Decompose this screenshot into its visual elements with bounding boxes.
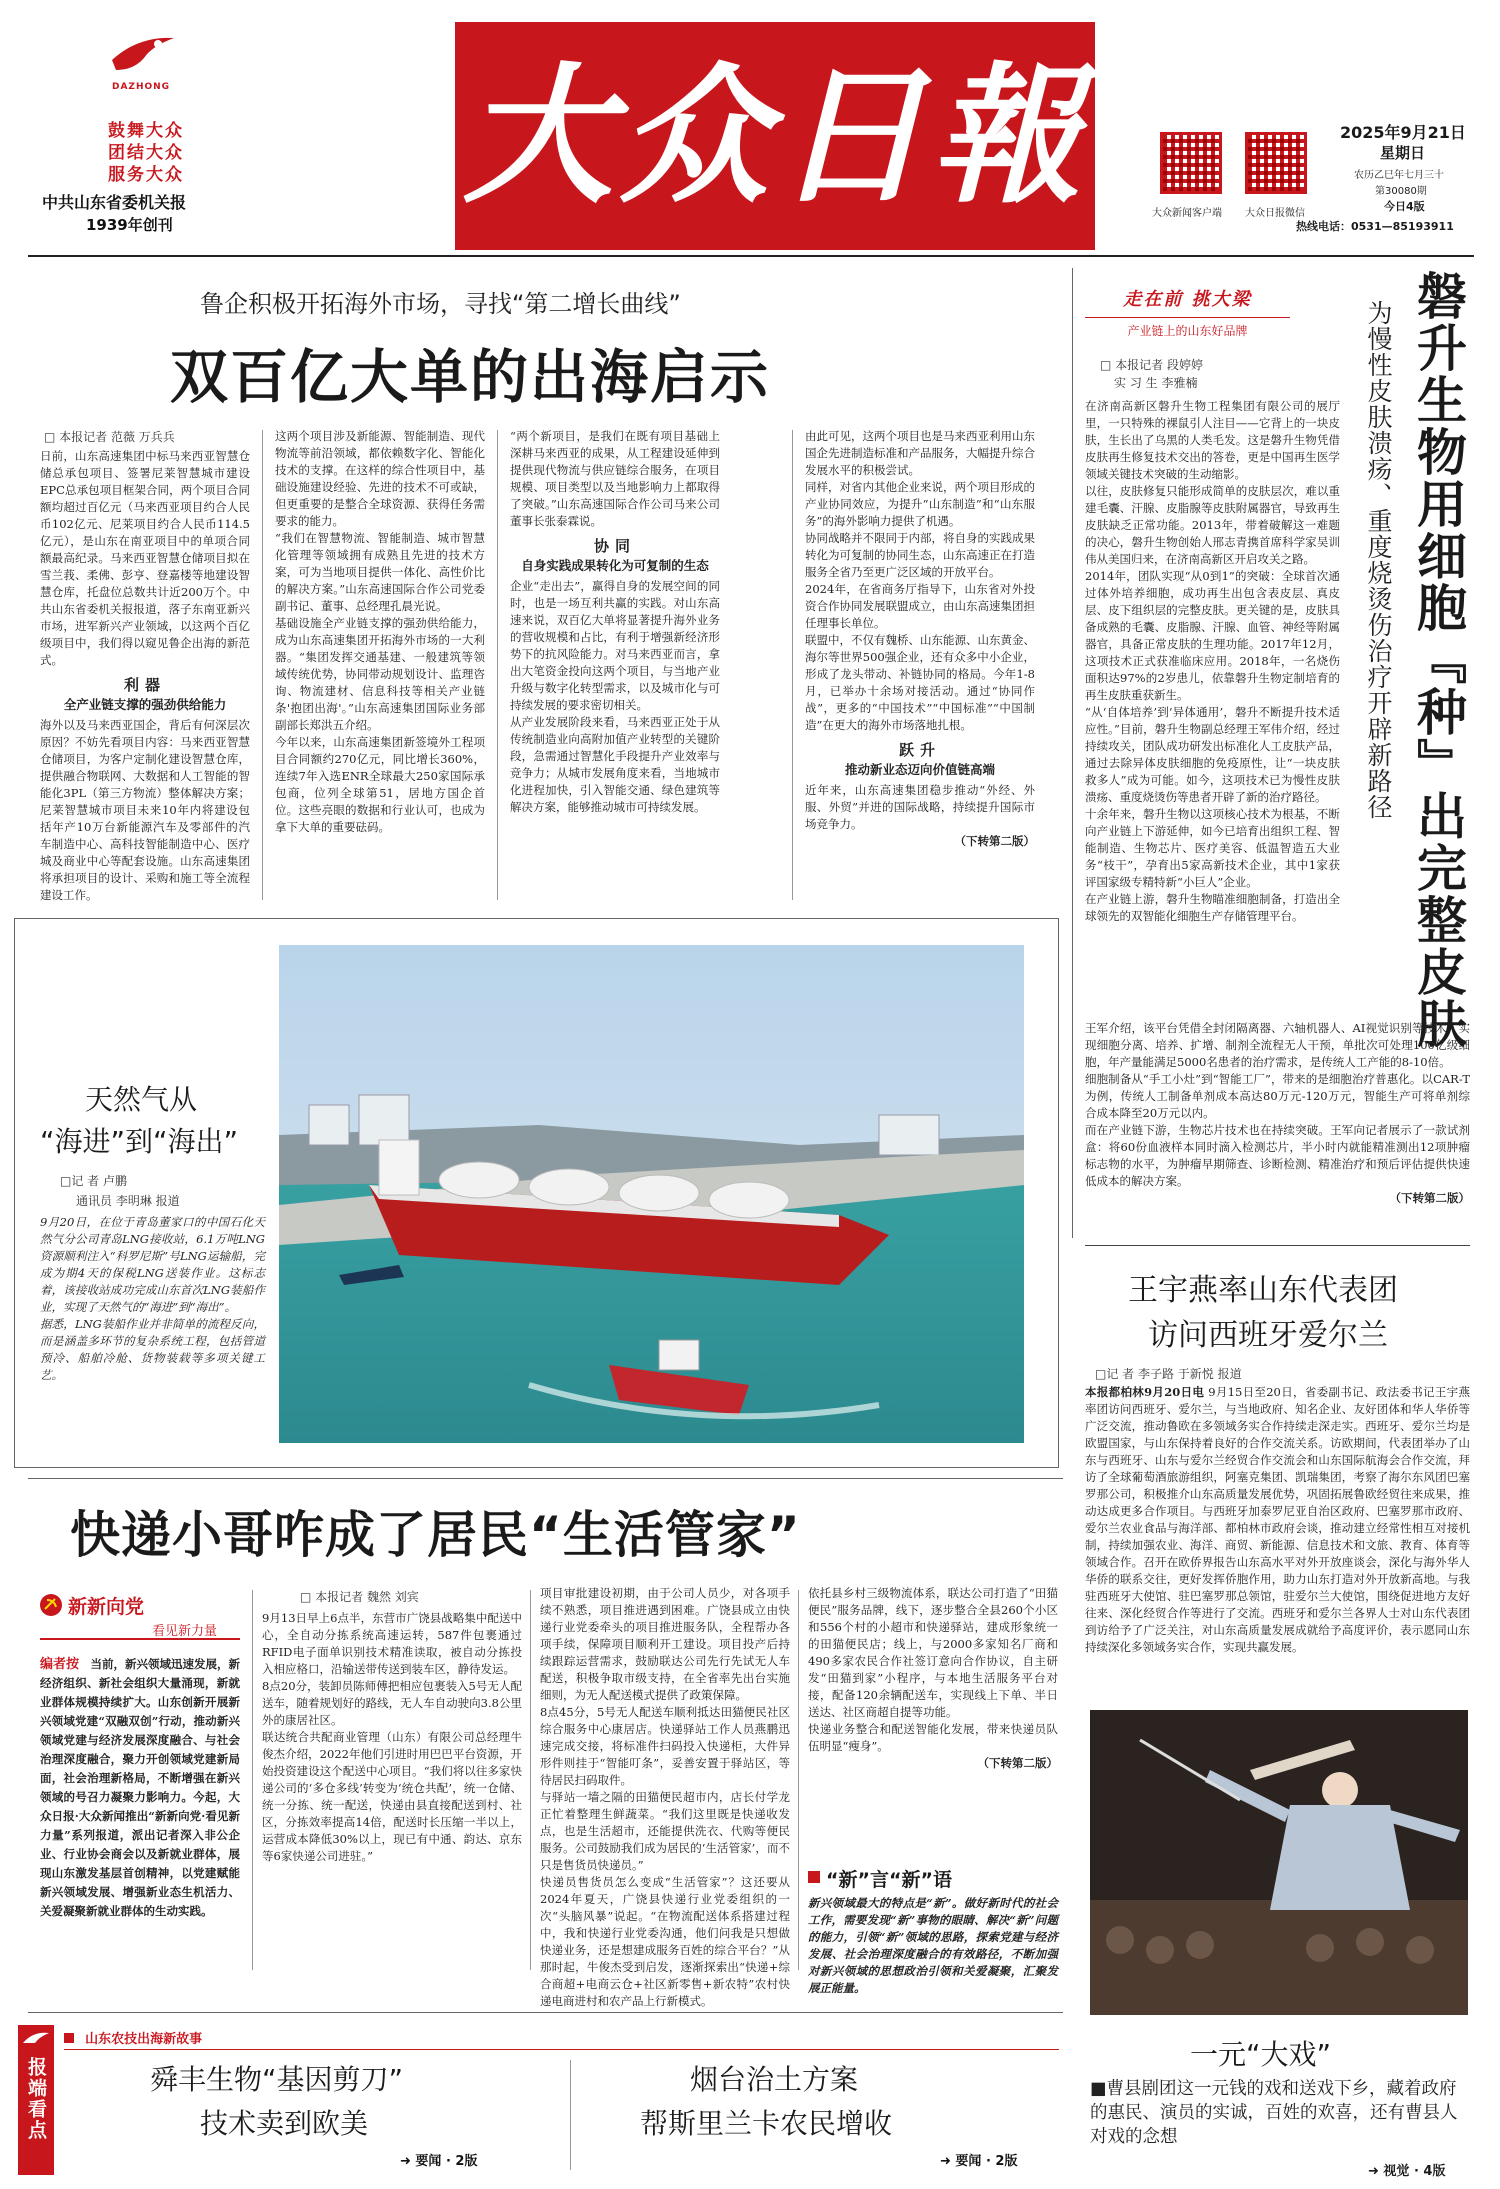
courier-jump: （下转第二版） [977,1756,1058,1770]
delegation-byline: □记 者 李子路 于新悦 报道 [1095,1367,1242,1381]
right-byline-1: □ 本报记者 段婷婷 [1100,358,1203,372]
editor-note: 编者按 当前，新兴领域迅速发展，新经济组织、新社会组织大量涌现，新就业群体规模持续扩大。山东创新开展新兴领域党建“双融双创”行动，推动新兴领域党建与经济发展深度融合、与社会治理深度融合，聚力开创领域党建新局面，社会治理新格局，不断增强在新兴领域的号召力凝聚力影响力。今起，大众日报·大众新闻推出“新新向党·看见新力量”系列报道，派出记者深入非公企业、行业协会商会以及新就业群体，展现山东激发基层首创精神，以党建赋能新兴领域发展、增强新业态生机活力、关爱凝聚新就业群体的生动实践。 [40,1657,241,1918]
issue-weekday: 星期日 [1380,144,1426,162]
opera-title: 一元“大戏” [1190,2038,1332,2071]
opera-photo [1090,1710,1468,2015]
story1-link[interactable]: ➜ 要闻 · 2版 [400,2154,478,2169]
hotline: 热线电话：0531—85193911 [1296,220,1454,233]
masthead [0,0,1500,255]
lead-col-2: 这两个项目涉及新能源、智能制造、现代物流等前沿领域，都依赖数字化、智能化技术的支撑。在这样的综合性项目中，基础设施建设经验、先进的技术不可或缺，但更重要的是整合全球资源、获得任务需要求的能力。 “我们在智慧物流、智能制造、城市智慧化管理等领域拥有成熟且先进的技术方案，可为当地项目提供一体化、高性价比的解决方案。”山东高速国际合作公司党委副书记、董事、总经理孔晨光说。 基础设施全产业链支撑的强劲供给能力，成为山东高速集团开拓海外市场的一大利器。“集团发挥交通基建、一般建筑等领域传统优势，协同带动规划设计、监理咨询、物流建材、信息科技等相关产业链条'抱团出海'。”山东高速集团国际业务部副部长郑洪五介绍。 今年以来，山东高速集团新签境外工程项目合同额约270亿元，同比增长360%，连续7年入选ENR全球最大250家国际承包商，位列全球第51，居地方国企首位。这些亮眼的数据和行业认可，也成为拿下大单的重要砝码。 [275,429,485,834]
issue-lunar: 农历乙巳年七月三十 [1354,170,1444,181]
lead-col-1: 日前，山东高速集团中标马来西亚智慧仓储总承包项目、签署尼莱智慧城市建设EPC总承包项目框架合同，两个项目合同额均超过百亿元（马来西亚项目约合人民币102亿元、尼莱项目约合人民币114.5亿元），是山东在南亚项目中的单项合同额最高纪录。马来西亚智慧仓储项目拟在雪兰莪、柔佛、彭亨、登嘉楼等地建设智慧仓库，托盘位总数共计近200万个。中共山东省委机关报报道，落子东南亚新兴市场，进军新兴产业领域，以这两个百亿级项目中，我们得以窥见鲁企出海的新范式。 利器 全产业链支撑的强劲供给能力 海外以及马来西亚国企，背后有何深层次原因？不妨先看项目内容：马来西亚智慧仓储项目，为客户定制化建设智慧仓库，提供融合物联网、大数据和人工智能的智能化3PL（第三方物流）整体解决方案；尼莱智慧城市项目未来10年内将建设包括年产10万台新能源汽车及零部件的汽车制造中心、高科技智能制造中心、医疗城及商业中心等配套设施。山东高速集团将承担项目的设计、采购和施工等全流程建设工作。 [40,449,250,902]
quote-body: 新兴领域最大的特点是“新”。做好新时代的社会工作，需要发现“新”事物的眼睛、解决“新”问题的能力，引领“新”领域的思路，探索党建与经济发展、社会治理深度融合的有效路径，不断加强对新兴领域的思想政治引领和关爱凝聚，汇聚发展正能量。 [808,1896,1058,1995]
party-emblem-icon [40,1594,62,1616]
qr-app-label: 大众新闻客户端 [1152,208,1222,219]
founded-text: 1939年创刊 [86,216,173,234]
masthead-logo: 大众日報 [462,48,1087,224]
courier-byline: □ 本报记者 魏然 刘宾 [300,1590,419,1604]
quote-title: “新”言“新”语 [826,1869,952,1891]
courier-col-3: 依托县乡村三级物流体系，联达公司打造了“田猫便民”服务品牌，线下，逐步整合全县260个小区和556个村的小超市和快递驿站，建成形象统一的田猫便民店；线上，与2000多家知名厂商和490多家农民合作社签订意向合作协议，自主研发“田猫到家”小程序，与本地生活服务平台对接，配备120余辆配送车，实现线上下单、半日送达、社区商超自提等功能。 快递业务整合和配送智能化发展，带来快递员队伍明显“瘦身”。 （下转第二版） [808,1586,1058,1770]
subhead-xietong: 协同 [593,537,636,555]
brand-small-text: DAZHONG [112,82,171,92]
photo-caption: 9月20日，在位于青岛董家口的中国石化天然气分公司青岛LNG接收站，6.1万吨LNG资源顺利注入“科罗尼斯”号LNG运输船，完成为期4天的保税LNG送装作业。这标志着，该接收站成功完成山东首次LNG装船作业，实现了天然气的“海进”到“海出”。 据悉，LNG装船作业并非简单的流程反向，而是涵盖多环节的复杂系统工程，包括管道预冷、船舶冷舱、货物装载等多项关键工艺。 [40,1215,265,1382]
column-name: 新新向党 [68,1596,145,1618]
story2-line1[interactable]: 烟台治土方案 [690,2063,859,2096]
issue-number: 第30080期 [1375,186,1427,197]
subhead-yuesheng: 跃升 [898,741,941,759]
courier-col-1: 9月13日早上6点半，东营市广饶县战略集中配送中心，全自动分拣系统高速运转，587件包裹通过RFID电子面单识别技术精准读取，被自动分拣投入相应格口，沿输送带传送到装车区，静待发运。 8点20分，装卸员陈师傅把相应包裹装入5号无人配送车，随着规划好的路线，无人车自动驶向3.8公里外的康居社区。 联达统合共配商业管理（山东）有限公司总经理牛俊杰介绍，2022年他们引进时用巴巴平台资源，开始投资建设这个配送中心项目。“我们将以往多家快递公司的‘多仓多线’转变为‘统仓共配’，统一仓储、统一分拣、统一配送，快递由县直接配送到村、社区，分拣效率提高14倍，配送时长压缩一半以上，运营成本降低30%以上，现已有中通、韵达、京东等6家快递公司进驻。” [262,1611,522,1863]
side-label-text: 报端看点 [25,2057,47,2141]
lead-col-4: 由此可见，这两个项目也是马来西亚利用山东国企先进制造标准和产品服务，大幅提升综合发展水平的积极尝试。 同样，对省内其他企业来说，两个项目形成的产业协同效应，为提升“山东制造”和“山东服务”的海外影响力提供了机遇。 协同战略并不限同于内部，将自身的实践成果转化为可复制的协同生态，山东高速正在打造服务全省乃至更广泛区域的开放平台。 2024年，在省商务厅指导下，山东省对外投资合作协同发展联盟成立，由山东高速集团担任理事长单位。 联盟中，不仅有魏桥、山东能源、山东黄金、海尔等世界500强企业，还有众多中小企业，形成了龙头带动、补链协同的格局。今年1-8月，已举办十余场对接活动。通过“协同作战”，更多的“中国技术”“中国标准”“中国制造”在更大的海外市场落地扎根。 跃升 推动新业态迈向价值链高端 近年来，山东高速集团稳步推动“外经、外服、外贸”并进的国际战略，持续提升国际市场竞争力。 （下转第二版） [805,429,1035,848]
masthead-banner [455,22,1095,250]
dazhong-bird-logo-icon [108,30,178,78]
right-subtitle-vertical: 为慢性皮肤溃疡、重度烧烫伤治疗开辟新路径 [1364,300,1393,820]
photo-title-2: “海进”到“海出” [40,1125,239,1158]
lng-ship-photo [279,945,1024,1443]
opera-caption: ■曹县剧团这一元钱的戏和送戏下乡，藏着政府的惠民、演员的实诚，百姓的欢喜，还有曹县人对戏的念想 [1090,2079,1458,2147]
story2-line2[interactable]: 帮斯里兰卡农民增收 [640,2107,893,2140]
bottom-section-label: 山东农技出海新故事 [64,2028,1059,2050]
lead-byline: □ 本报记者 范薇 万兵兵 [44,430,175,444]
slogan-3: 服务大众 [108,165,184,185]
delegation-title-1: 王宇燕率山东代表团 [1128,1273,1398,1308]
story1-line2[interactable]: 技术卖到欧美 [200,2107,369,2140]
courier-col-2: 项目审批建设初期，由于公司人员少，对各项手续不熟悉，项目推进遇到困难。广饶县成立由快递行业党委牵头的项目推进服务队，全程帮办各项手续，保障项目顺利开工建设。项目投产后持续跟踪运营需求，鼓励联达公司先行先试无人车配送，积极争取市级支持，在全省率先出台实施细则，为无人配送模式提供了政策保障。 8点45分，5号无人配送车顺利抵达田猫便民社区综合服务中心康居店。快递驿站工作人员燕鹏迅速完成交接，将标准件扫码投入快递柜，大件异形件则挂于“智能叮条”，妥善安置于驿站区，等待居民扫码取件。 与驿站一墙之隔的田猫便民超市内，店长付学龙正忙着整理生鲜蔬菜。“我们这里既是快递收发点，也是生活超市，还能提供洗衣、代购等便民服务。公司鼓励我们成为居民的‘生活管家’，而不只是售货员快递员。” 快递员售货员怎么变成“生活管家”？这还要从2024年夏天，广饶县快递行业党委组织的一次“头脑风暴”说起。“在物流配送体系搭建过程中，我和快递行业党委沟通，他们问我是只想做快递业务，还是想建成服务百姓的综合平台？”从那时起，牛俊杰受到启发，逐渐探索出“快递+综合商超+电商云仓+社区新零售+新农特”农村快递电商进村和农产品上行新模式。 [540,1586,790,2008]
lead-jump: （下转第二版） [954,834,1035,848]
photo-title-1: 天然气从 [85,1083,198,1116]
opera-link[interactable]: ➜ 视觉 · 4版 [1368,2164,1446,2179]
photo-byline-1: □记 者 卢鹏 [60,1174,127,1188]
organ-text: 中共山东省委机关报 [42,193,187,212]
story1-line1[interactable]: 舜丰生物“基因剪刀” [150,2063,404,2096]
quote-box [808,1865,1058,1995]
qr-code-app[interactable] [1160,132,1222,194]
right-title-vertical: 磐升生物用细胞『种』出完整皮肤 [1409,270,1467,1050]
lead-title: 双百亿大单的出海启示 [170,343,771,411]
issue-date: 2025年9月21日 [1340,123,1466,142]
lead-col-3: “两个新项目，是我们在既有项目基础上深耕马来西亚的成果，从工程建设延伸到提供现代物流与供应链综合服务，在项目规模、项目类型以及当地影响力上都取得了突破。”山东高速国际合作公司马来公司董事长张泰霖说。 协同 自身实践成果转化为可复制的生态 企业“走出去”，赢得自身的发展空间的同时，也是一场互利共赢的实践。对山东高速来说，双百亿大单将显著提升海外业务的营收规模和占比，有利于增强新经济形势下的抗风险能力。对马来西亚而言，拿出大笔资金投向这两个项目，与当地产业升级与数字化转型需求，以及城市化与可持续发展的要求密切相关。 从产业发展阶段来看，马来西亚正处于从传统制造业向高附加值产业转型的关键阶段，急需通过智慧化手段提升产业效率与竞争力；从城市发展角度来看，当地城市化进程加快，引入智能交通、绿色建筑等解决方案，能够推动城市可持续发展。 [510,429,720,814]
dazhong-small-logo-icon [21,2029,51,2049]
right-body-lower: 王军介绍，该平台凭借全封闭隔离器、六轴机器人、AI视觉识别等技术，实现细胞分离、培养、扩增、制剂全流程无人干预，单批次可处理100亿级细胞，年产量能满足5000名患者的治疗需求，是传统人工产能的8-10倍。 细胞制备从“手工小灶”到“智能工厂”，带来的是细胞治疗普惠化。以CAR-T为例，传统人工制备单剂成本高达80万元-120万元，智能生产可将单剂综合成本降至20万元以内。 而在产业链下游，生物芯片技术也在持续突破。王军向记者展示了一款试剂盒：将60份血液样本同时滴入检测芯片，半小时内就能精准测出12项肿瘤标志物的水平，为肿瘤早期筛查、诊断检测、精准治疗和预后评估提供快速低成本的解决方案。 （下转第二版） [1085,1021,1470,1205]
column-sub: 看见新力量 [152,1624,218,1639]
label-main: 走在前 挑大梁 [1123,289,1252,310]
photo-byline-2: 通讯员 李明琳 报道 [76,1194,180,1208]
right-label-box [1085,285,1290,345]
delegation-body: 本报都柏林9月20日电 9月15日至20日，省委副书记、政法委书记王宇燕率团访问西班牙、爱尔兰，与当地政府、知名企业、友好团体和华人华侨等广泛交流，推动鲁欧在多领域务实合作持续走深走实。西班牙、爱尔兰均是欧盟国家，与山东保持着良好的合作交流关系。访欧期间，代表团举办了山东与西班牙、山东与爱尔兰经贸合作交流会和山东国际航海会合作交流，拜访了全球葡萄酒旅游组织，阿塞克集团、凯瑞集团，考察了海尔东风团巴塞罗那公司，积极推介山东高质量发展优势，巩固拓展鲁欧经贸往来成果，推动达成更多合作项目。与西班牙加泰罗尼亚自治区政府、巴塞罗那市政府、爱尔兰农业食品与海洋部、都柏林市政府会谈，推动建立经常性相互对接机制，持续加强农业、海洋、商贸、新能源、信息技术和文旅、教育、体育等领域合作。召开在欧侨界报告山东高水平对外开放座谈会，深化与海外华人华侨的联系交往，更好发挥侨胞作用，助力山东打造对外开放新高地。与我驻西班牙大使馆、驻巴塞罗那总领馆，驻爱尔兰大使馆，围绕促进地方友好往来、深化经贸合作等进行了交流。西班牙和爱尔兰各界人士对山东代表团到访给予了广泛关注，对山东高质量发展成就给予高度评价，表示愿同山东持续深化多领域务实合作，实现共赢发展。 [1085,1385,1470,1654]
issue-pages: 今日4版 [1384,200,1425,213]
qr-wechat-label: 大众日报微信 [1245,208,1305,219]
slogan-1: 鼓舞大众 [108,121,184,141]
column-badge [40,1592,240,1642]
subhead-liqi: 利器 [123,676,166,694]
slogan-2: 团结大众 [108,143,184,163]
courier-title: 快递小哥咋成了居民“生活管家” [70,1506,801,1564]
story2-link[interactable]: ➜ 要闻 · 2版 [940,2154,1018,2169]
right-body-upper: 在济南高新区磐升生物工程集团有限公司的展厅里，一只特殊的裸鼠引人注目——它背上的一块皮肤，生长出了乌黑的人类毛发。这是磐升生物凭借皮肤再生修复技术交出的答卷，更是中国再生医学领域关键技术突破的生动缩影。 以往，皮肤修复只能形成简单的皮肤层次，难以重建毛囊、汗腺、皮脂腺等皮肤附属器官，导致再生皮肤缺乏正常功能。2013年，带着破解这一难题的决心，磐升生物创始人邢志青携首席科学家吴训伟从美国归来，在济南高新区开启攻关之路。 2014年，团队实现“从0到1”的突破：全球首次通过体外培养细胞，成功再生出包含表皮层、真皮层、皮下组织层的完整皮肤。更关键的是，皮肤具备成熟的毛囊、皮脂腺、汗腺、血管、神经等附属器官，具备正常皮肤的生理功能。2017年12月，这项技术正式获准临床应用。2018年，一名烧伤面积达97%的2岁患儿，依靠磐升生物定制培育的再生皮肤重获新生。 “从‘自体培养’到‘异体通用’，磐升不断提升技术适应性。”目前，磐升生物副总经理王军伟介绍，经过持续攻关，团队成功研发出标准化人工皮肤产品，通过去除异体皮肤细胞的免疫原性，让“一块皮肤救多人”成为可能。如今，这项技术已为慢性皮肤溃疡、重度烧烫伤等患者开辟了新的治疗路径。 十余年来，磐升生物以这项核心技术为根基，不断向产业链上下游延伸，如今已培育出组织工程、智能制造、生物芯片、医疗美容、低温智造五大业务“枝干”，孕育出5家高新技术企业，其中1家获评国家级专精特新“小巨人”企业。 在产业链上游，磐升生物瞄准细胞制备，打造出全球领先的双智能化细胞生产存储管理平台。 [1085,399,1340,923]
qr-code-wechat[interactable] [1245,132,1307,194]
lead-kicker: 鲁企积极开拓海外市场，寻找“第二增长曲线” [200,290,681,318]
delegation-dateline: 本报都柏林9月20日电 [1085,1385,1205,1399]
bottom-side-label [18,2025,54,2175]
label-sub: 产业链上的山东好品牌 [1085,317,1290,339]
delegation-title-2: 访问西班牙爱尔兰 [1148,1318,1388,1353]
right-byline-2: 实 习 生 李雅楠 [1114,376,1198,390]
right-jump: （下转第二版） [1389,1191,1470,1205]
